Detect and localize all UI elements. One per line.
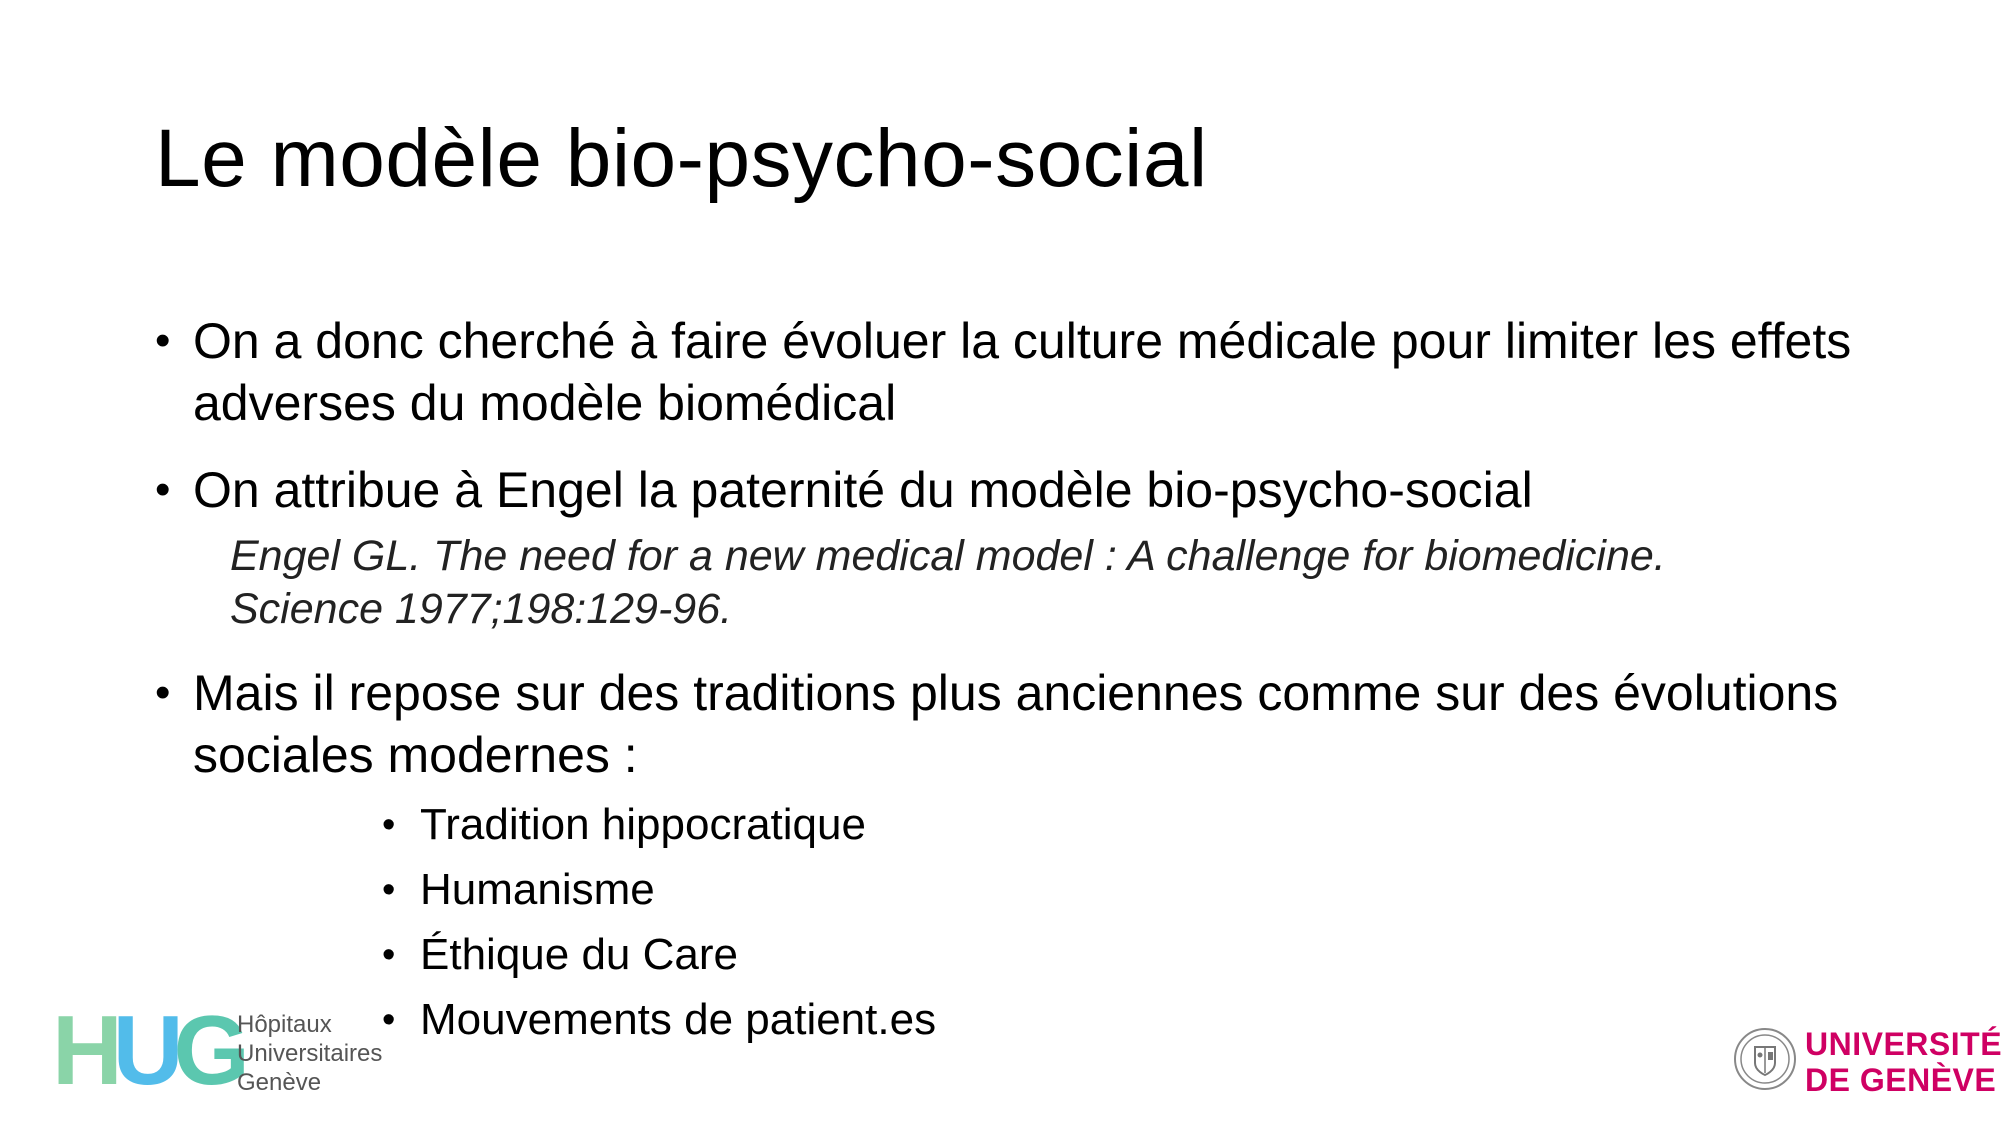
university-seal-icon <box>1733 1027 1797 1091</box>
bullet-dot: • <box>382 869 396 911</box>
sub-bullet-text: Humanisme <box>420 865 655 914</box>
reference-line: Engel GL. The need for a new medical model : A challenge for biomedicine. <box>230 532 1666 580</box>
bullet-dot: • <box>382 934 396 976</box>
hug-logo-line: Universitaires <box>237 1040 383 1067</box>
unige-logo-line: UNIVERSITÉ <box>1805 1026 2002 1062</box>
bullet-dot: • <box>382 804 396 846</box>
reference-line: Science 1977;198:129-96. <box>230 585 733 633</box>
unige-logo-line: DE GENÈVE <box>1805 1062 1997 1098</box>
bullet-item <box>155 459 1983 521</box>
bullet-text: On attribue à Engel la paternité du modèle bio-psycho-social <box>193 462 1533 518</box>
sub-bullet-item <box>382 862 655 918</box>
sub-bullet-item <box>382 992 936 1048</box>
sub-bullet-item <box>382 797 866 853</box>
bullet-dot: • <box>155 316 171 365</box>
sub-bullet-item <box>382 927 738 983</box>
slide-title: Le modèle bio-psycho-social <box>155 113 1208 204</box>
reference-citation <box>230 530 1930 636</box>
bullet-dot: • <box>155 668 171 717</box>
unige-logo-text <box>1805 1026 2002 1098</box>
bullet-item <box>155 662 1983 786</box>
hug-logo-line: Hôpitaux <box>237 1011 332 1038</box>
bullet-item <box>155 310 1983 434</box>
unige-logo <box>1733 1022 2002 1102</box>
bullet-text: Mais il repose sur des traditions plus anciennes comme sur des évolutions sociales modernes : <box>193 665 1839 783</box>
sub-bullet-text: Tradition hippocratique <box>420 800 866 849</box>
hug-logo-text <box>237 1010 382 1097</box>
bullet-dot: • <box>382 999 396 1041</box>
hug-logo <box>52 995 383 1105</box>
bullet-dot: • <box>155 465 171 514</box>
sub-bullet-text: Mouvements de patient.es <box>420 995 937 1044</box>
sub-bullet-text: Éthique du Care <box>420 930 738 979</box>
bullet-text: On a donc cherché à faire évoluer la culture médicale pour limiter les effets adverses du modèle biomédical <box>193 313 1852 431</box>
hug-logo-letters: HUG <box>52 995 240 1105</box>
hug-logo-mark <box>52 995 240 1105</box>
hug-logo-line: Genève <box>237 1069 322 1096</box>
